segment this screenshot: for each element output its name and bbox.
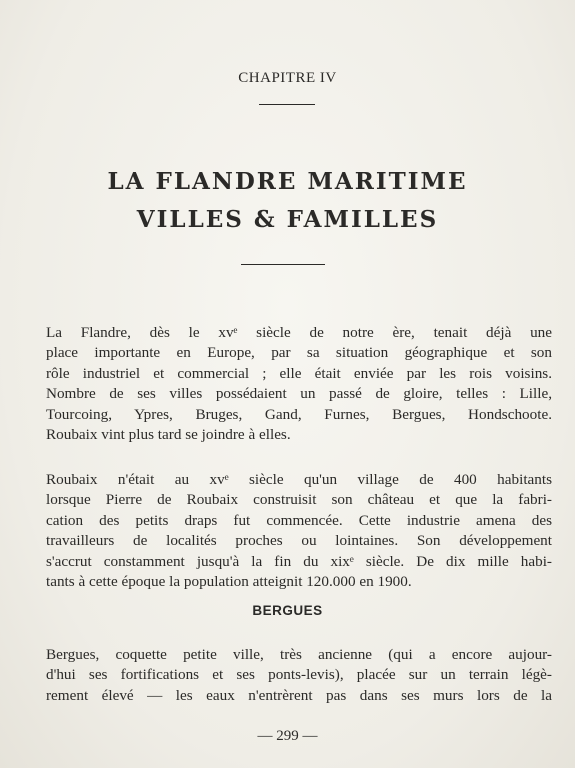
paragraph-3: [46, 645, 552, 706]
paragraph-line: Tourcoing, Ypres, Bruges, Gand, Furnes, Bergues, Hondschoote.: [46, 405, 552, 423]
paragraph-1: [46, 323, 552, 445]
paragraph-line: d'hui ses fortifications et ses ponts-levis), placée sur un terrain légè-: [46, 666, 552, 684]
chapter-title-line2: VILLES & FAMILLES: [136, 206, 439, 233]
chapter-rule: [259, 104, 315, 105]
paragraph-line: tants à cette époque la population atteignit 120.000 en 1900.: [46, 573, 412, 591]
title-rule: [241, 264, 325, 265]
chapter-title-line1: LA FLANDRE MARITIME: [107, 168, 468, 195]
paragraph-line: rement élevé — les eaux n'entrèrent pas dans ses murs lors de la: [46, 686, 552, 704]
paragraph-2: [46, 470, 552, 592]
page-number: — 299 —: [257, 728, 318, 744]
paragraph-line: place importante en Europe, par sa situation géographique et son: [46, 344, 552, 362]
paragraph-line: cation des petits draps fut commencée. Cette industrie amena des: [46, 511, 552, 529]
paragraph-line: Bergues, coquette petite ville, très ancienne (qui a encore aujour-: [46, 646, 552, 663]
section-heading: BERGUES: [252, 603, 323, 618]
paragraph-line: La Flandre, dès le xvᵉ siècle de notre ère, tenait déjà une: [46, 324, 552, 341]
paragraph-line: Roubaix vint plus tard se joindre à elles.: [46, 426, 291, 444]
paragraph-line: s'accrut constamment jusqu'à la fin du xixᵉ siècle. De dix mille habi-: [46, 552, 552, 570]
paragraph-line: rôle industriel et commercial ; elle était enviée par les rois voisins.: [46, 364, 552, 382]
chapter-label: CHAPITRE IV: [238, 70, 337, 86]
paragraph-line: lorsque Pierre de Roubaix construisit son château et que la fabri-: [46, 491, 552, 509]
paragraph-line: travailleurs de localités proches ou lointaines. Son développement: [46, 532, 552, 550]
paragraph-line: Roubaix n'était au xvᵉ siècle qu'un village de 400 habitants: [46, 471, 552, 488]
paragraph-line: Nombre de ses villes possédaient un passé de gloire, telles : Lille,: [46, 385, 552, 403]
